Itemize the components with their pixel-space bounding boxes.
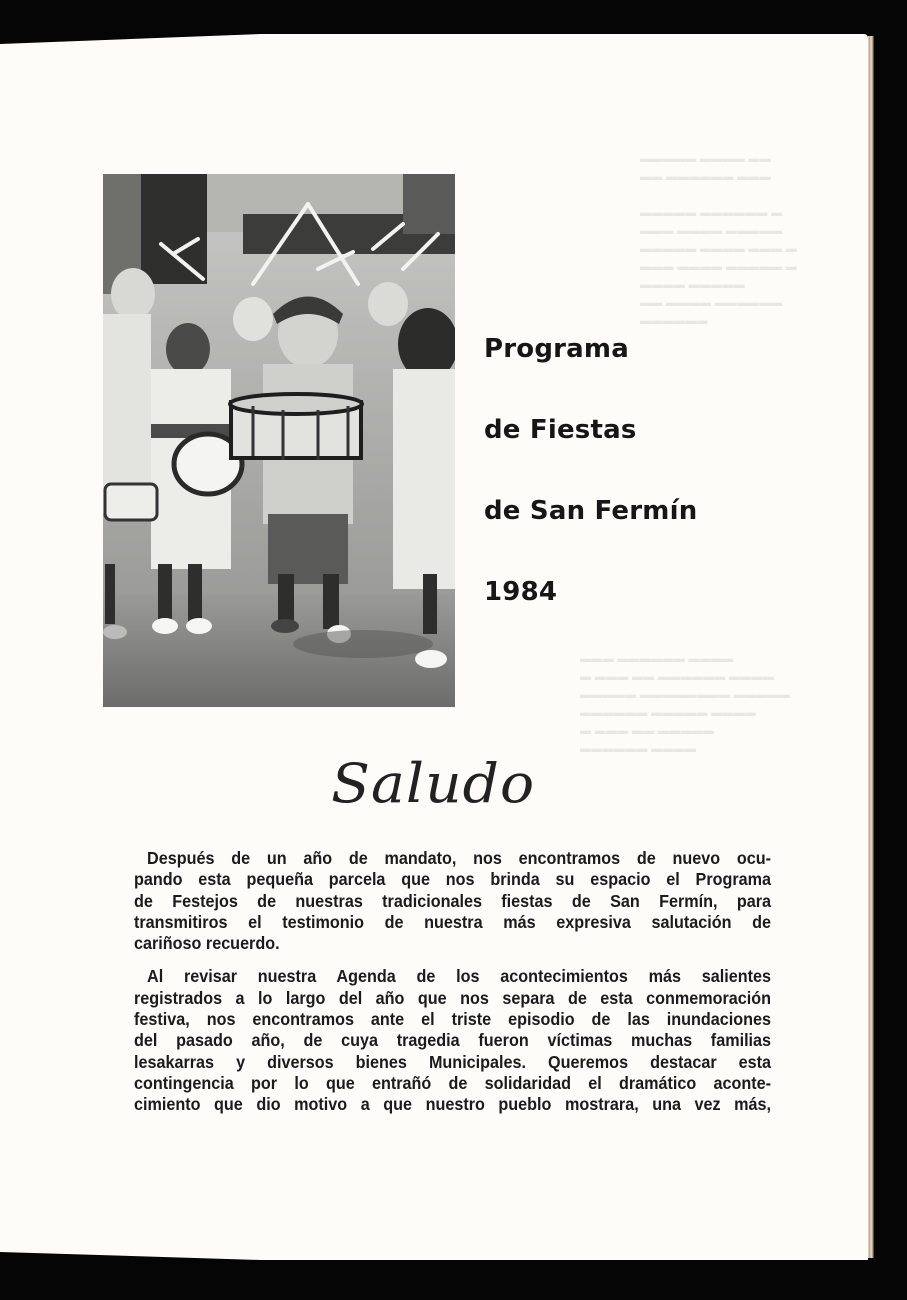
saludo-heading [330, 742, 570, 832]
show-through-text: ▬▬▬▬▬ ▬▬▬▬ ▬▬ ▬▬ ▬▬▬▬▬▬ ▬▬▬ ▬▬▬▬▬ ▬▬▬▬▬▬ ▬ ▬▬▬ ▬▬▬▬ ▬▬▬▬▬ ▬▬▬▬▬ ▬▬▬▬ ▬▬▬ ▬ ▬▬▬ ▬▬▬▬ ▬▬▬▬▬ ▬ ▬▬▬▬ ▬▬▬▬▬ ▬▬ ▬▬▬▬ ▬▬▬▬▬▬ ▬▬▬▬▬▬ [640, 153, 797, 327]
page-edge [868, 36, 874, 1258]
children-drummers-photo [103, 174, 455, 707]
greeting-body [134, 848, 771, 1128]
paragraph-line: de Festejos de nuestras tradicionales fiestas de San Fermín, para [134, 890, 772, 911]
paragraph-line: festiva, nos encontramos ante el triste episodio de las inundaciones [134, 1009, 772, 1030]
paragraph-line: cariñoso recuerdo. [134, 933, 280, 954]
paragraph-line: pando esta pequeña parcela que nos brinda su espacio el Programa [134, 869, 772, 890]
paragraph-line: Al revisar nuestra Agenda de los acontecimientos más salientes [147, 966, 772, 987]
paragraph-line: del pasado año, de cuya tragedia fueron víctimas muchas familias [134, 1030, 772, 1051]
paragraph-line: registrados a lo largo del año que nos separa de esta conmemoración [134, 987, 772, 1008]
paragraph-line: transmitiros el testimonio de nuestra más expresiva salutación de [134, 911, 772, 932]
title-line-programa: Programa [484, 334, 629, 364]
title-line-san-fermin: de San Fermín [484, 496, 698, 526]
title-line-de-fiestas: de Fiestas [484, 415, 637, 445]
paragraph-1 [134, 848, 771, 954]
paragraph-line: contingencia por lo que entrañó de solidaridad el dramático aconte- [134, 1072, 772, 1093]
paragraph-line: lesakarras y diversos bienes Municipales. Queremos destacar esta [134, 1051, 772, 1072]
paragraph-2 [134, 966, 771, 1115]
title-year: 1984 [484, 577, 558, 607]
saludo-heading-text: Saludo [331, 752, 536, 815]
show-through-text-lower: ▬▬▬ ▬▬▬▬▬▬ ▬▬▬▬ ▬ ▬▬▬ ▬▬ ▬▬▬▬▬▬ ▬▬▬▬ ▬▬▬▬▬ ▬▬▬▬▬▬▬▬ ▬▬▬▬▬ ▬▬▬▬▬▬ ▬▬▬▬▬ ▬▬▬▬ ▬ ▬▬▬ ▬▬ ▬▬▬▬▬ ▬▬▬▬▬▬ ▬▬▬▬ [580, 653, 791, 755]
paragraph-line: Después de un año de mandato, nos encontramos de nuevo ocu- [147, 848, 772, 868]
paragraph-line: cimiento que dio motivo a que nuestro pueblo mostrara, una vez más, [134, 1094, 772, 1115]
